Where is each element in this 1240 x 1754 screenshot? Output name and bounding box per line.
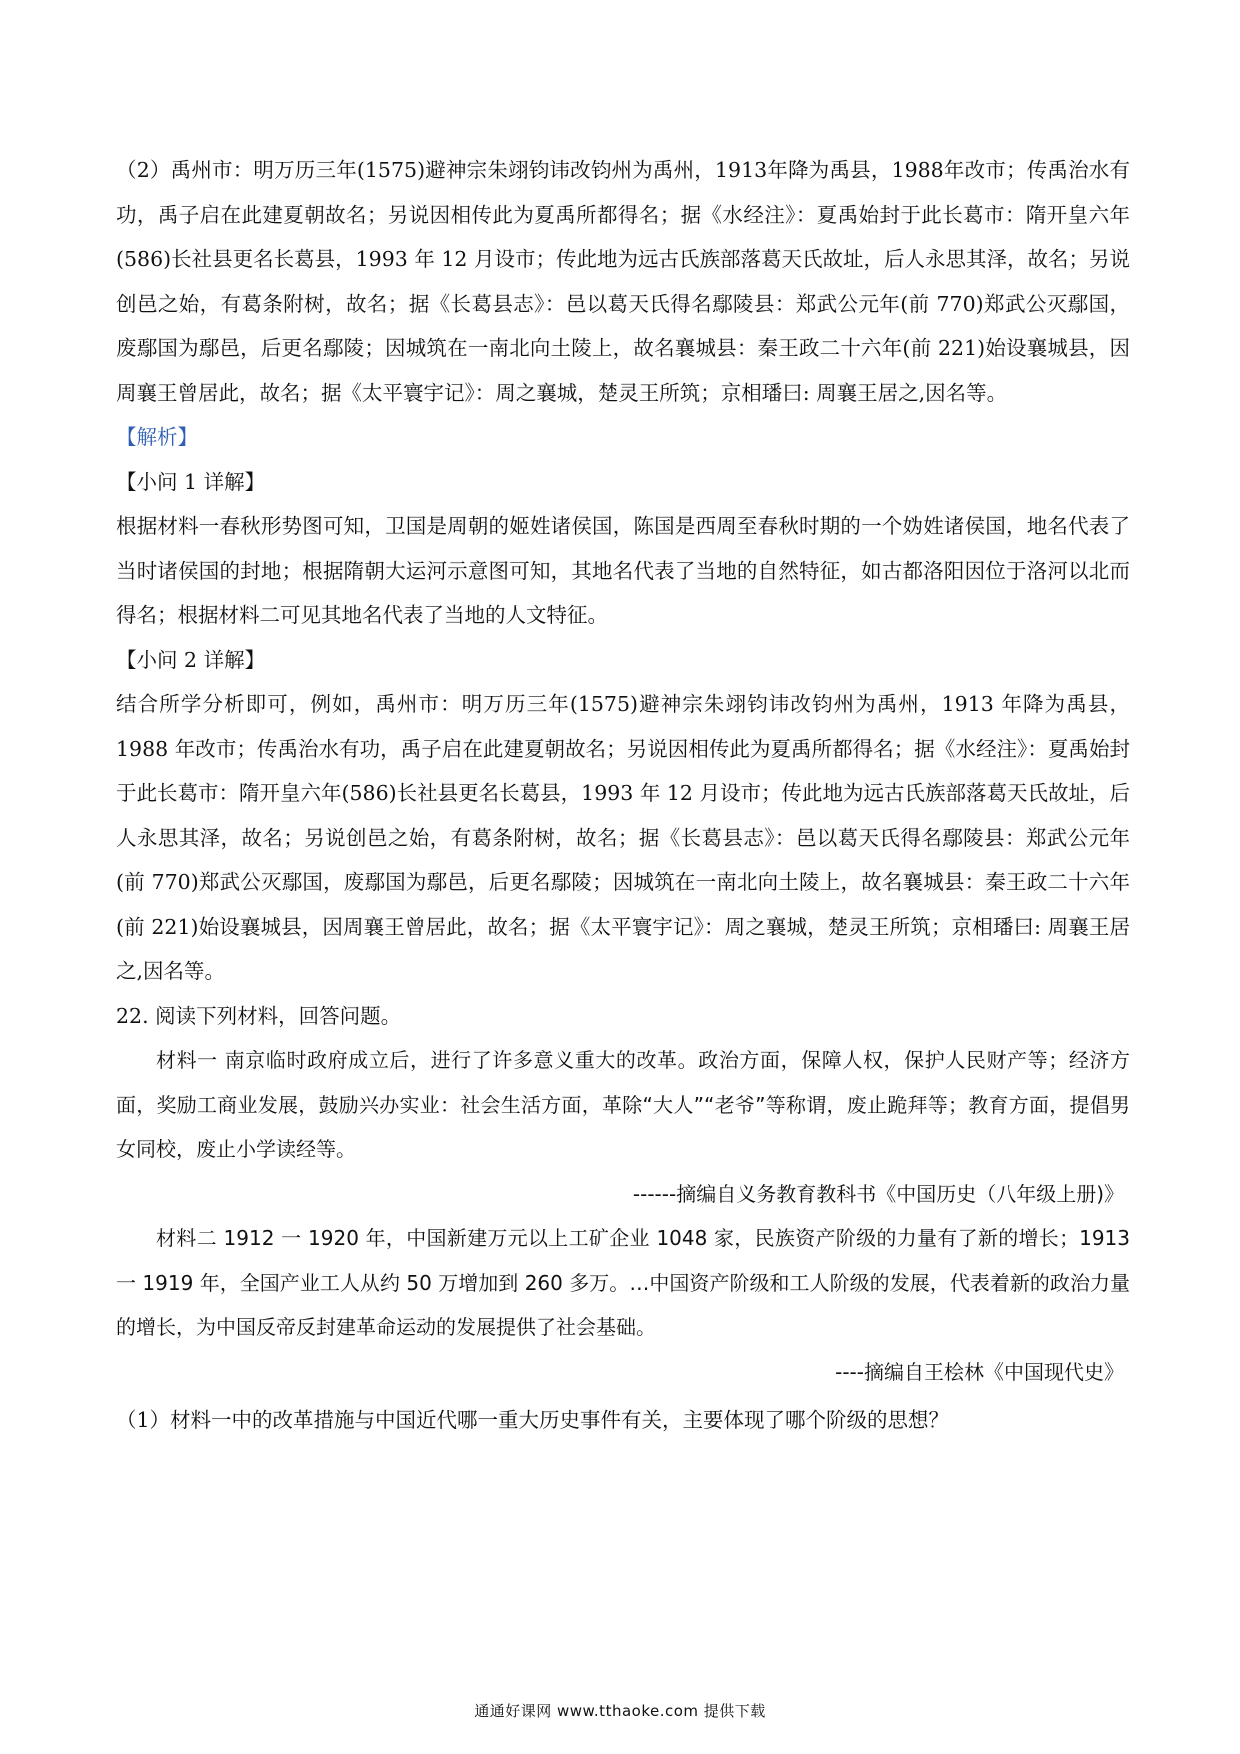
material-2-source: ----摘编自王桧林《中国现代史》 bbox=[835, 1359, 1124, 1384]
detail-2-heading: 【小问 2 详解】 bbox=[116, 647, 266, 672]
material-2-text: 材料二 1912 一 1920 年，中国新建万元以上工矿企业 1048 家，民族资产阶级的力量有了新的增长；1913 一 1919 年，全国产业工人从约 50 万增加到 260 多万。…中国资产阶级和工人阶级的发展，代表着新的政治力量的增长，为中国反帝反封建革命运动的发展提供了社会基础。 bbox=[116, 1226, 1130, 1339]
question-22-title: 22. 阅读下列材料，回答问题。 bbox=[116, 1003, 402, 1028]
material-1-text: 材料一 南京临时政府成立后，进行了许多意义重大的改革。政治方面，保障人权，保护人民财产等；经济方面，奖励工商业发展，鼓励兴办实业：社会生活方面，革除“大人”“老爷”等称谓，废止跪拜等；教育方面，提倡男女同校，废止小学读经等。 bbox=[116, 1048, 1130, 1161]
page-footer: 通通好课网 www.tthaoke.com 提供下载 bbox=[474, 1702, 766, 1720]
detail-1-heading: 【小问 1 详解】 bbox=[116, 469, 266, 494]
material-1-source: ------摘编自义务教育教科书《中国历史（八年级上册)》 bbox=[632, 1181, 1124, 1206]
page-content bbox=[116, 148, 1130, 1443]
analysis-label: 【解析】 bbox=[116, 425, 198, 449]
answer-part-2: （2）禹州市：明万历三年(1575)避神宗朱翊钧讳改钧州为禹州，1913年降为禹县，1988年改市；传禹治水有功，禹子启在此建夏朝故名；另说因相传此为夏禹所都得名；据《水经注》：夏禹始封于此长葛市：隋开皇六年(586)长社县更名长葛县，1993 年 12 月设市；传此地为远古氏族部落葛天氏故址，后人永思其泽，故名；另说创邑之始，有葛条附树，故名；据《长葛县志》：邑以葛天氏得名鄢陵县：郑武公元年(前 770)郑武公灭鄢国，废鄢国为鄢邑，后更名鄢陵；因城筑在一南北向土陵上，故名襄城县：秦王政二十六年(前 221)始设襄城县，因周襄王曾居此，故名；据《太平寰宇记》：周之襄城，楚灵王所筑；京相璠曰: 周襄王居之,因名等。 bbox=[116, 158, 1130, 405]
detail-1-text: 根据材料一春秋形势图可知，卫国是周朝的姬姓诸侯国，陈国是西周至春秋时期的一个妫姓诸侯国，地名代表了当时诸侯国的封地；根据隋朝大运河示意图可知，其地名代表了当地的自然特征，如古都洛阳因位于洛河以北而得名；根据材料二可见其地名代表了当地的人文特征。 bbox=[116, 514, 1130, 627]
sub-question-1: （1）材料一中的改革措施与中国近代哪一重大历史事件有关，主要体现了哪个阶级的思想？ bbox=[116, 1408, 950, 1432]
detail-2-text: 结合所学分析即可，例如，禹州市：明万历三年(1575)避神宗朱翊钧讳改钧州为禹州，1913 年降为禹县，1988 年改市；传禹治水有功，禹子启在此建夏朝故名；另说因相传此为夏禹所都得名；据《水经注》：夏禹始封于此长葛市：隋开皇六年(586)长社县更名长葛县，1993 年 12 月设市；传此地为远古氏族部落葛天氏故址，后人永思其泽，故名；另说创邑之始，有葛条附树，故名；据《长葛县志》：邑以葛天氏得名鄢陵县：郑武公元年(前 770)郑武公灭鄢国，废鄢国为鄢邑，后更名鄢陵；因城筑在一南北向土陵上，故名襄城县：秦王政二十六年(前 221)始设襄城县，因周襄王曾居此，故名；据《太平寰宇记》：周之襄城，楚灵王所筑；京相璠曰: 周襄王居之,因名等。 bbox=[116, 692, 1130, 983]
